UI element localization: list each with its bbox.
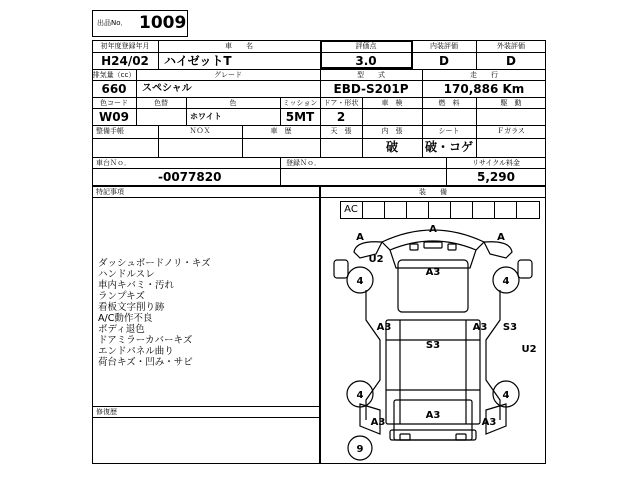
- note-item: ランプキズ: [98, 291, 145, 302]
- car-name-label: 車 名: [225, 42, 253, 50]
- color-value: ホワイト: [190, 112, 222, 121]
- model-label: 型 式: [357, 71, 385, 79]
- note-item: A/C動作不良: [98, 313, 153, 324]
- listing-number-box: [92, 10, 188, 37]
- mark-a-front-right: A: [497, 232, 505, 243]
- mark-tire-front-left: 4: [356, 276, 364, 287]
- reg-no-label: 登録Ｎｏ．: [286, 159, 321, 167]
- color-label: 色: [229, 99, 237, 107]
- displacement-label: 排気量（cc）: [92, 71, 136, 79]
- chassis-label: 車台Ｎｏ．: [96, 159, 131, 167]
- recycle-label: リサイクル料金: [471, 159, 521, 167]
- interior-grade-value: D: [439, 54, 449, 68]
- mileage-label: 走 行: [470, 71, 498, 79]
- mark-s3-door-right: S3: [502, 322, 518, 333]
- mark-tire-rear-right: 4: [502, 390, 510, 401]
- grade-label: グレード: [214, 71, 242, 79]
- displacement-value: 660: [101, 82, 127, 96]
- mark-u2-right-side: U2: [521, 344, 537, 355]
- vehicle-damage-diagram: [320, 220, 546, 464]
- mark-spare-tire: 9: [356, 444, 364, 455]
- seat-value: 破・コゲ: [424, 140, 473, 154]
- exterior-grade-value: D: [506, 54, 516, 68]
- score-label: 評価点: [355, 42, 377, 50]
- chassis-value: -0077820: [158, 170, 222, 184]
- mark-a3-rear-left: A3: [370, 417, 386, 428]
- reg-year-label: 初年度登録年月: [100, 42, 150, 50]
- color-code-label: 色コード: [100, 99, 128, 107]
- interior-roof-label: 内 張: [381, 127, 403, 135]
- color-code-value: W09: [99, 110, 129, 124]
- front-bumper-outline-right: [484, 242, 512, 258]
- equipment-label: 装 備: [419, 188, 447, 196]
- notes-list: [98, 258, 211, 368]
- exterior-grade-label: 外装評価: [497, 42, 525, 50]
- drive-label: 駆 動: [500, 99, 522, 107]
- mark-a3-rear-right: A3: [481, 417, 497, 428]
- note-item: ボディ退色: [98, 324, 145, 335]
- reg-year-value: H24/02: [101, 54, 149, 68]
- nox-label: ＮＯＸ: [189, 127, 211, 135]
- doors-value: 2: [336, 110, 346, 124]
- note-item: 荷台キズ・凹み・サビ: [98, 357, 193, 368]
- mark-a-windshield: A: [429, 224, 437, 235]
- doors-label: ドア・形状: [323, 99, 359, 107]
- car-name-value: ハイゼットT: [164, 54, 232, 68]
- mileage-value: 170,886 Km: [443, 82, 525, 96]
- listing-number: 1009: [139, 13, 187, 33]
- score-value: 3.0: [355, 54, 377, 68]
- mark-a3-roof: A3: [425, 267, 441, 278]
- history-label: 車 歴: [270, 127, 292, 135]
- grade-value: スペシャル: [142, 83, 192, 94]
- mark-u2-hood: U2: [368, 254, 384, 265]
- mark-s3-bed: S3: [425, 340, 441, 351]
- interior-grade-label: 内装評価: [430, 42, 458, 50]
- equipment-ac: AC: [344, 204, 358, 215]
- note-item: ハンドルスレ: [98, 269, 155, 280]
- mark-a3-door-right: A3: [472, 322, 488, 333]
- manual-label: 整備手帳: [96, 127, 124, 135]
- mark-a-front-left: A: [356, 232, 364, 243]
- cab-outline: [390, 250, 476, 268]
- seat-label: シート: [438, 127, 460, 135]
- inspection-label: 車 検: [381, 99, 403, 107]
- color-change-label: 色替: [154, 99, 168, 107]
- transmission-label: ミッション: [282, 99, 318, 107]
- right-mirror: [518, 260, 532, 278]
- note-item: エンドパネル曲り: [98, 346, 174, 357]
- equipment-grid: [340, 201, 540, 219]
- glass-label: Ｆガラス: [497, 127, 525, 135]
- rear-bumper: [390, 430, 476, 440]
- left-mirror: [334, 260, 348, 278]
- note-item: ダッシュボードノリ・キズ: [98, 258, 211, 269]
- fuel-label: 燃 料: [438, 99, 460, 107]
- note-item: 看板文字削り跡: [98, 302, 165, 313]
- mark-tire-rear-left: 4: [356, 390, 364, 401]
- sunroof-label: 天 張: [330, 127, 352, 135]
- interior-roof-value: 破: [385, 140, 398, 154]
- repair-history-label: 修復歴: [96, 408, 117, 416]
- note-item: 車内キバミ・汚れ: [98, 280, 175, 291]
- left-body-outline: [366, 290, 380, 420]
- note-item: ドアミラーカバーキズ: [98, 335, 193, 346]
- mark-a3-door-left: A3: [376, 322, 392, 333]
- mark-tire-front-right: 4: [502, 276, 510, 287]
- right-body-outline: [486, 290, 500, 420]
- mark-a3-tailgate: A3: [425, 410, 441, 421]
- model-value: EBD-S201P: [333, 82, 409, 96]
- recycle-value: 5,290: [477, 170, 515, 184]
- transmission-value: 5MT: [285, 110, 315, 124]
- listing-number-label: 出品No．: [97, 19, 128, 27]
- notes-label: 特記事項: [96, 188, 124, 196]
